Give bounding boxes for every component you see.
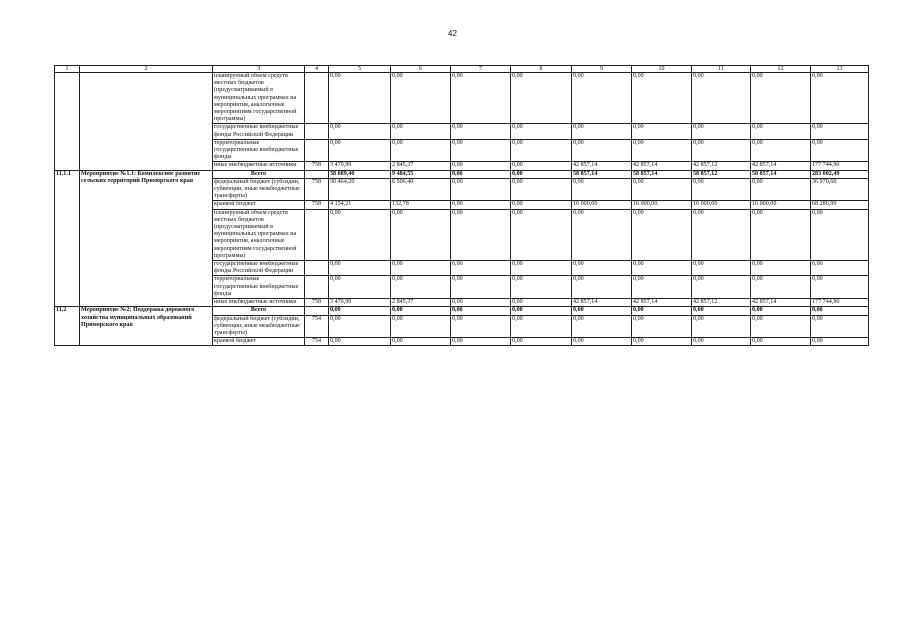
item-number: 11.2 <box>55 307 80 346</box>
value-cell: 0,00 <box>572 276 632 299</box>
value-cell: 0,00 <box>811 261 869 276</box>
value-cell: 0,00 <box>329 139 391 162</box>
value-cell: 0,00 <box>751 261 811 276</box>
value-cell: 0,00 <box>511 315 572 338</box>
value-cell: 0,00 <box>451 73 511 124</box>
funding-source: территориальные государственные внебюджетные фонды <box>213 276 305 299</box>
total-value-cell: 0,00 <box>692 307 751 315</box>
value-cell: 0,00 <box>692 209 751 260</box>
value-cell: 177 744,90 <box>811 299 869 307</box>
value-cell: 0,00 <box>572 178 632 201</box>
value-cell: 0,00 <box>572 261 632 276</box>
code-cell <box>305 73 329 124</box>
total-value-cell: 0,00 <box>632 307 692 315</box>
value-cell: 0,00 <box>329 315 391 338</box>
funding-source-row <box>55 73 869 124</box>
total-label: Всего <box>213 307 305 315</box>
total-value-cell: 9 484,55 <box>391 170 451 178</box>
value-cell: 0,00 <box>511 261 572 276</box>
value-cell: 0,00 <box>692 315 751 338</box>
total-value-cell: 0,00 <box>572 307 632 315</box>
total-row <box>55 307 869 315</box>
budget-table <box>54 65 869 346</box>
value-cell: 0,00 <box>692 178 751 201</box>
code-cell: 758 <box>305 162 329 170</box>
code-cell: 754 <box>305 315 329 338</box>
value-cell: 0,00 <box>451 261 511 276</box>
value-cell: 0,00 <box>632 209 692 260</box>
value-cell: 42 857,14 <box>632 299 692 307</box>
value-cell: 0,00 <box>692 124 751 139</box>
value-cell: 0,00 <box>451 139 511 162</box>
page-number: 42 <box>448 29 457 38</box>
value-cell: 0,00 <box>632 338 692 346</box>
value-cell: 0,00 <box>511 73 572 124</box>
funding-source: федеральный бюджет (субсидии, субвенции, иные межбюджетные трансферты) <box>213 315 305 338</box>
value-cell: 42 857,14 <box>572 299 632 307</box>
value-cell: 0,00 <box>632 124 692 139</box>
total-value-cell: 0,00 <box>329 307 391 315</box>
column-number-header: 7 <box>451 66 511 73</box>
value-cell: 0,00 <box>751 178 811 201</box>
total-value-cell: 0,00 <box>751 307 811 315</box>
value-cell: 16 000,00 <box>751 201 811 209</box>
funding-source: краевой бюджет <box>213 338 305 346</box>
column-number-header: 10 <box>632 66 692 73</box>
value-cell: 0,00 <box>329 261 391 276</box>
value-cell: 0,00 <box>811 139 869 162</box>
total-value-cell: 0,00 <box>451 307 511 315</box>
column-number-header: 6 <box>391 66 451 73</box>
value-cell: 16 000,00 <box>692 201 751 209</box>
column-number-header: 2 <box>80 66 213 73</box>
code-cell <box>305 124 329 139</box>
value-cell: 0,00 <box>572 338 632 346</box>
code-cell <box>305 307 329 315</box>
value-cell: 0,00 <box>572 209 632 260</box>
value-cell: 0,00 <box>391 261 451 276</box>
value-cell: 0,00 <box>632 315 692 338</box>
value-cell: 0,00 <box>329 338 391 346</box>
value-cell: 42 857,14 <box>751 162 811 170</box>
funding-source: планируемый объем средств местных бюджетов (предусматриваемый в муниципальных программах на мероприятия, аналогичные мероприятиям государственной программы) <box>213 209 305 260</box>
column-number-header: 9 <box>572 66 632 73</box>
total-value-cell: 0,00 <box>391 307 451 315</box>
total-value-cell: 0,00 <box>811 307 869 315</box>
value-cell: 0,00 <box>511 338 572 346</box>
value-cell: 0,00 <box>511 139 572 162</box>
value-cell: 0,00 <box>811 124 869 139</box>
value-cell: 0,00 <box>391 338 451 346</box>
code-cell <box>305 276 329 299</box>
column-number-header: 5 <box>329 66 391 73</box>
code-cell: 758 <box>305 299 329 307</box>
item-name: Мероприятие №2: Поддержка дорожного хозяйства муниципальных образований Приморского края <box>80 307 213 346</box>
value-cell: 0,00 <box>329 124 391 139</box>
value-cell: 0,00 <box>751 209 811 260</box>
value-cell: 0,00 <box>692 139 751 162</box>
value-cell: 0,00 <box>511 209 572 260</box>
column-number-header: 11 <box>692 66 751 73</box>
column-number-header: 4 <box>305 66 329 73</box>
column-number-row <box>55 66 869 73</box>
value-cell: 0,00 <box>511 124 572 139</box>
column-number-header: 8 <box>511 66 572 73</box>
value-cell: 0,00 <box>692 338 751 346</box>
value-cell: 0,00 <box>572 315 632 338</box>
code-cell <box>305 139 329 162</box>
value-cell: 4 154,21 <box>329 201 391 209</box>
value-cell: 16 000,00 <box>632 201 692 209</box>
value-cell: 30 464,20 <box>329 178 391 201</box>
total-value-cell: 58 857,14 <box>751 170 811 178</box>
value-cell: 0,00 <box>811 315 869 338</box>
value-cell: 68 286,99 <box>811 201 869 209</box>
funding-source: иные внебюджетные источники <box>213 299 305 307</box>
value-cell: 0,00 <box>451 338 511 346</box>
value-cell: 0,00 <box>811 209 869 260</box>
column-number-header: 13 <box>811 66 869 73</box>
total-value-cell: 0,00 <box>511 170 572 178</box>
value-cell: 0,00 <box>451 162 511 170</box>
value-cell: 0,00 <box>329 209 391 260</box>
value-cell: 42 857,14 <box>572 162 632 170</box>
value-cell: 0,00 <box>751 73 811 124</box>
value-cell: 42 857,14 <box>632 162 692 170</box>
value-cell: 2 845,37 <box>391 162 451 170</box>
value-cell: 0,00 <box>751 139 811 162</box>
item-number <box>55 73 80 171</box>
value-cell: 0,00 <box>692 261 751 276</box>
value-cell: 0,00 <box>632 178 692 201</box>
code-cell <box>305 209 329 260</box>
value-cell: 0,00 <box>811 73 869 124</box>
value-cell: 0,00 <box>692 73 751 124</box>
value-cell: 0,00 <box>391 139 451 162</box>
value-cell: 0,00 <box>572 124 632 139</box>
value-cell: 0,00 <box>751 338 811 346</box>
value-cell: 0,00 <box>751 124 811 139</box>
value-cell: 0,00 <box>511 201 572 209</box>
value-cell: 0,00 <box>511 178 572 201</box>
funding-source: иные внебюджетные источники <box>213 162 305 170</box>
value-cell: 0,00 <box>451 299 511 307</box>
funding-source: планируемый объем средств местных бюджетов (предусматриваемый в муниципальных программах на мероприятия, аналогичные мероприятиям государственной программы) <box>213 73 305 124</box>
value-cell: 6 506,40 <box>391 178 451 201</box>
column-number-header: 12 <box>751 66 811 73</box>
value-cell: 0,00 <box>572 73 632 124</box>
value-cell: 0,00 <box>451 276 511 299</box>
value-cell: 0,00 <box>572 139 632 162</box>
code-cell <box>305 261 329 276</box>
value-cell: 0,00 <box>511 276 572 299</box>
value-cell: 0,00 <box>692 276 751 299</box>
total-value-cell: 58 857,14 <box>632 170 692 178</box>
value-cell: 0,00 <box>329 276 391 299</box>
code-cell: 754 <box>305 338 329 346</box>
value-cell: 177 744,90 <box>811 162 869 170</box>
value-cell: 0,00 <box>451 201 511 209</box>
value-cell: 3 470,99 <box>329 162 391 170</box>
total-value-cell: 0,00 <box>451 170 511 178</box>
funding-source: территориальные государственные внебюджетные фонды <box>213 139 305 162</box>
funding-source: краевой бюджет <box>213 201 305 209</box>
value-cell: 0,00 <box>751 315 811 338</box>
value-cell: 2 845,37 <box>391 299 451 307</box>
total-label: Всего <box>213 170 305 178</box>
funding-source: федеральный бюджет (субсидии, субвенции, иные межбюджетные трансферты) <box>213 178 305 201</box>
value-cell: 42 857,12 <box>692 162 751 170</box>
code-cell <box>305 170 329 178</box>
value-cell: 16 000,00 <box>572 201 632 209</box>
value-cell: 0,00 <box>632 276 692 299</box>
code-cell: 758 <box>305 201 329 209</box>
value-cell: 3 470,99 <box>329 299 391 307</box>
value-cell: 0,00 <box>451 315 511 338</box>
item-number: 11.1.1 <box>55 170 80 307</box>
item-name <box>80 73 213 171</box>
column-number-header: 1 <box>55 66 80 73</box>
total-value-cell: 0,00 <box>511 307 572 315</box>
value-cell: 0,00 <box>811 338 869 346</box>
value-cell: 0,00 <box>632 73 692 124</box>
value-cell: 0,00 <box>451 209 511 260</box>
value-cell: 0,00 <box>811 276 869 299</box>
funding-source: государственные внебюджетные фонды Российской Федерации <box>213 261 305 276</box>
value-cell: 0,00 <box>391 124 451 139</box>
column-number-header: 3 <box>213 66 305 73</box>
value-cell: 36 970,60 <box>811 178 869 201</box>
value-cell: 0,00 <box>391 73 451 124</box>
code-cell: 758 <box>305 178 329 201</box>
total-value-cell: 58 857,12 <box>692 170 751 178</box>
value-cell: 0,00 <box>329 73 391 124</box>
funding-source: государственные внебюджетные фонды Российской Федерации <box>213 124 305 139</box>
total-value-cell: 58 857,14 <box>572 170 632 178</box>
value-cell: 132,78 <box>391 201 451 209</box>
value-cell: 42 857,14 <box>751 299 811 307</box>
value-cell: 0,00 <box>511 162 572 170</box>
value-cell: 0,00 <box>511 299 572 307</box>
value-cell: 0,00 <box>632 261 692 276</box>
total-row <box>55 170 869 178</box>
value-cell: 0,00 <box>632 139 692 162</box>
value-cell: 42 857,12 <box>692 299 751 307</box>
value-cell: 0,00 <box>451 178 511 201</box>
value-cell: 0,00 <box>751 276 811 299</box>
value-cell: 0,00 <box>451 124 511 139</box>
value-cell: 0,00 <box>391 276 451 299</box>
value-cell: 0,00 <box>391 209 451 260</box>
item-name: Мероприятие №1.1: Комплексное развитие сельских территорий Приморского края <box>80 170 213 307</box>
total-value-cell: 38 089,40 <box>329 170 391 178</box>
total-value-cell: 283 002,49 <box>811 170 869 178</box>
value-cell: 0,00 <box>391 315 451 338</box>
